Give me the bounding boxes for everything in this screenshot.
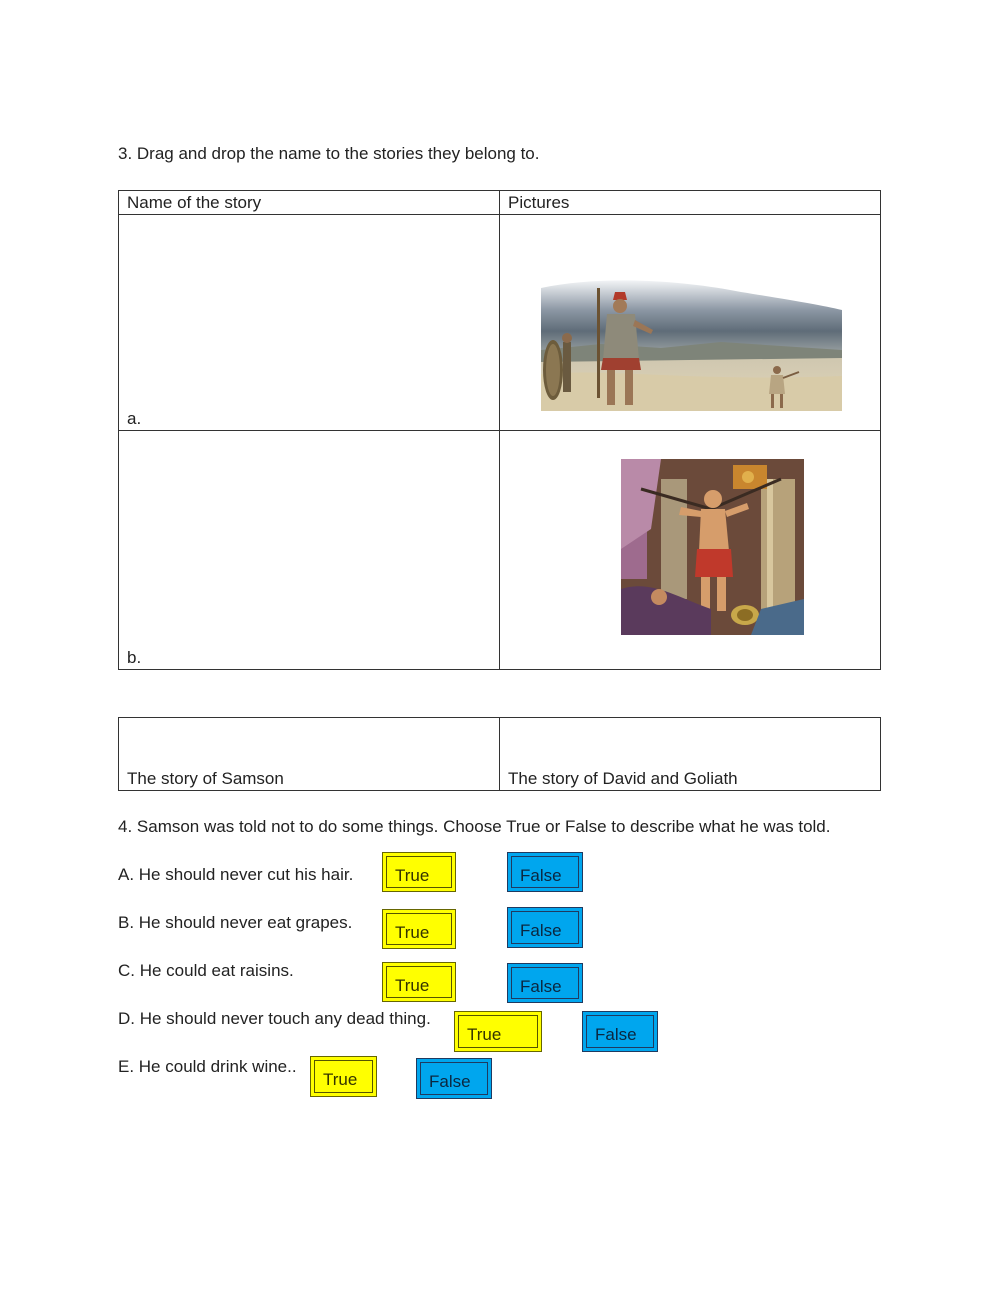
- question-4-prompt: 4. Samson was told not to do some things. Choose True or False to describe what he was told.: [118, 817, 831, 836]
- row-b-label: b.: [127, 648, 142, 667]
- statement-c-text: C. He could eat raisins.: [118, 961, 294, 980]
- david-goliath-image: [541, 270, 842, 411]
- row-a-label: a.: [127, 409, 142, 428]
- header-pictures: Pictures: [508, 193, 570, 212]
- statement-e-true-button[interactable]: True: [310, 1056, 377, 1097]
- samson-image: [621, 459, 804, 635]
- statement-d-false-button[interactable]: False: [582, 1011, 658, 1052]
- statement-c-true-button[interactable]: True: [382, 962, 456, 1002]
- option-david-goliath[interactable]: [499, 717, 881, 791]
- option-samson[interactable]: [118, 717, 500, 791]
- statement-a-true-button[interactable]: True: [382, 852, 456, 892]
- statement-e-false-button[interactable]: False: [416, 1058, 492, 1099]
- option-samson-label: The story of Samson: [127, 769, 284, 788]
- statement-b-true-button[interactable]: True: [382, 909, 456, 949]
- statement-d-text: D. He should never touch any dead thing.: [118, 1009, 431, 1028]
- table-header-name: [118, 190, 500, 215]
- picture-cell-a: [499, 214, 881, 431]
- statement-d-true-button[interactable]: True: [454, 1011, 542, 1052]
- statement-a-false-button[interactable]: False: [507, 852, 583, 892]
- statement-b-text: B. He should never eat grapes.: [118, 913, 353, 932]
- table-header-pictures: [499, 190, 881, 215]
- header-name-of-story: Name of the story: [127, 193, 262, 212]
- question-3-prompt: 3. Drag and drop the name to the stories they belong to.: [118, 144, 540, 163]
- statement-a-text: A. He should never cut his hair.: [118, 865, 354, 884]
- drop-zone-b[interactable]: [118, 430, 500, 670]
- statement-c-false-button[interactable]: False: [507, 963, 583, 1003]
- statement-e-text: E. He could drink wine..: [118, 1057, 297, 1076]
- picture-cell-b: [499, 430, 881, 670]
- option-david-goliath-label: The story of David and Goliath: [508, 769, 738, 788]
- drop-zone-a[interactable]: [118, 214, 500, 431]
- statement-b-false-button[interactable]: False: [507, 907, 583, 948]
